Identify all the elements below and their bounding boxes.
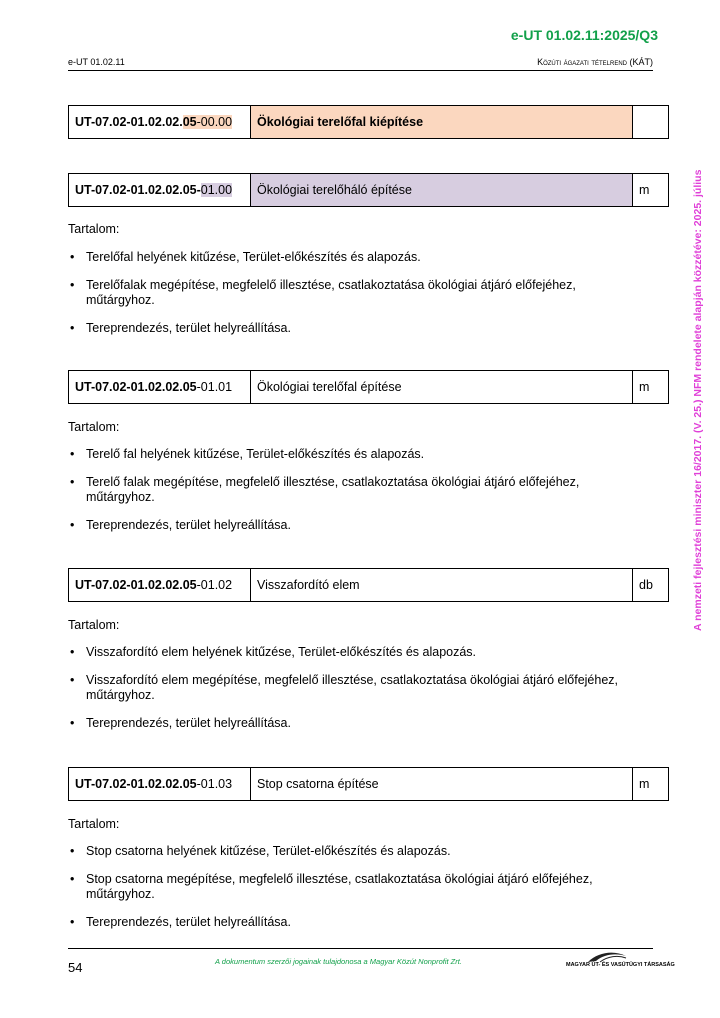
list-item: • Visszafordító elem helyének kitűzése, Terület-előkészítés és alapozás. [68, 645, 628, 660]
item-unit [633, 106, 669, 139]
content-list [68, 250, 628, 349]
logo-text: MAGYAR ÚT- ÉS VASÚTÜGYI TÁRSASÁG [566, 962, 675, 968]
code-part: UT-07.02-01.02.02.05- [75, 183, 201, 197]
code-part: UT-07.02-01.02.02.05 [75, 578, 197, 592]
content-label: Tartalom: [68, 420, 120, 434]
content-list [68, 447, 628, 546]
list-item: • Tereprendezés, terület helyreállítása. [68, 915, 628, 930]
item-header-row [68, 173, 669, 207]
header-left: e-UT 01.02.11 [68, 57, 125, 67]
content-list [68, 844, 628, 943]
list-item: • Stop csatorna helyének kitűzése, Terület-előkészítés és alapozás. [68, 844, 628, 859]
code-part: UT-07.02-01.02.02.05 [75, 380, 197, 394]
item-code [69, 106, 251, 139]
item-name: Ökológiai terelőfal építése [251, 371, 633, 404]
code-suffix: -00.00 [196, 115, 233, 129]
item-code [69, 174, 251, 207]
list-item: • Tereprendezés, terület helyreállítása. [68, 321, 628, 336]
side-publication-note: A nemzeti fejlesztési miniszter 16/2017. (V. 25.) NFM rendelete alapján közzétéve: 2025. július [692, 169, 704, 631]
company-logo [566, 950, 675, 972]
list-item: • Tereprendezés, terület helyreállítása. [68, 716, 628, 731]
item-unit: m [633, 768, 669, 801]
item-code [69, 371, 251, 404]
item-code [69, 569, 251, 602]
item-name: Visszafordító elem [251, 569, 633, 602]
list-item: • Tereprendezés, terület helyreállítása. [68, 518, 628, 533]
content-list [68, 645, 628, 744]
list-item: • Terelő falak megépítése, megfelelő illesztése, csatlakoztatása ökológiai átjáró előfejéhez, műtárgyhoz. [68, 475, 628, 505]
code-part: UT-07.02-01.02.02. [75, 115, 183, 129]
list-item: • Visszafordító elem megépítése, megfelelő illesztése, csatlakoztatása ökológiai átjáró előfejéhez, műtárgyhoz. [68, 673, 628, 703]
list-item: • Terelőfalak megépítése, megfelelő illesztése, csatlakoztatása ökológiai átjáró előfejéhez, műtárgyhoz. [68, 278, 628, 308]
item-unit: m [633, 174, 669, 207]
content-label: Tartalom: [68, 222, 120, 236]
content-label: Tartalom: [68, 817, 120, 831]
item-unit: m [633, 371, 669, 404]
copyright-notice: A dokumentum szerzői jogainak tulajdonosa a Magyar Közút Nonprofit Zrt. [215, 957, 462, 966]
list-item: • Terelő fal helyének kitűzése, Terület-előkészítés és alapozás. [68, 447, 628, 462]
code-suffix: -01.02 [196, 578, 233, 592]
code-part: UT-07.02-01.02.02.05 [75, 777, 197, 791]
item-name: Ökológiai terelőháló építése [251, 174, 633, 207]
page-number: 54 [68, 960, 83, 975]
item-unit: db [633, 569, 669, 602]
item-header-row [68, 105, 669, 139]
item-name: Ökológiai terelőfal kiépítése [251, 106, 633, 139]
item-header-row [68, 568, 669, 602]
document-code: e-UT 01.02.11:2025/Q3 [510, 27, 658, 43]
list-item: • Terelőfal helyének kitűzése, Terület-előkészítés és alapozás. [68, 250, 628, 265]
code-highlight: 05 [182, 115, 197, 129]
code-highlight: 01.00 [200, 183, 233, 197]
page-header [68, 57, 653, 71]
list-item: • Stop csatorna megépítése, megfelelő illesztése, csatlakoztatása ökológiai átjáró előfejéhez, műtárgyhoz. [68, 872, 628, 902]
item-header-row [68, 370, 669, 404]
code-suffix: -01.01 [196, 380, 233, 394]
item-header-row [68, 767, 669, 801]
item-code [69, 768, 251, 801]
header-right: Közúti ágazati tételrend (KÁT) [537, 57, 653, 67]
content-label: Tartalom: [68, 618, 120, 632]
item-name: Stop csatorna építése [251, 768, 633, 801]
footer-divider [68, 948, 653, 949]
code-suffix: -01.03 [196, 777, 233, 791]
